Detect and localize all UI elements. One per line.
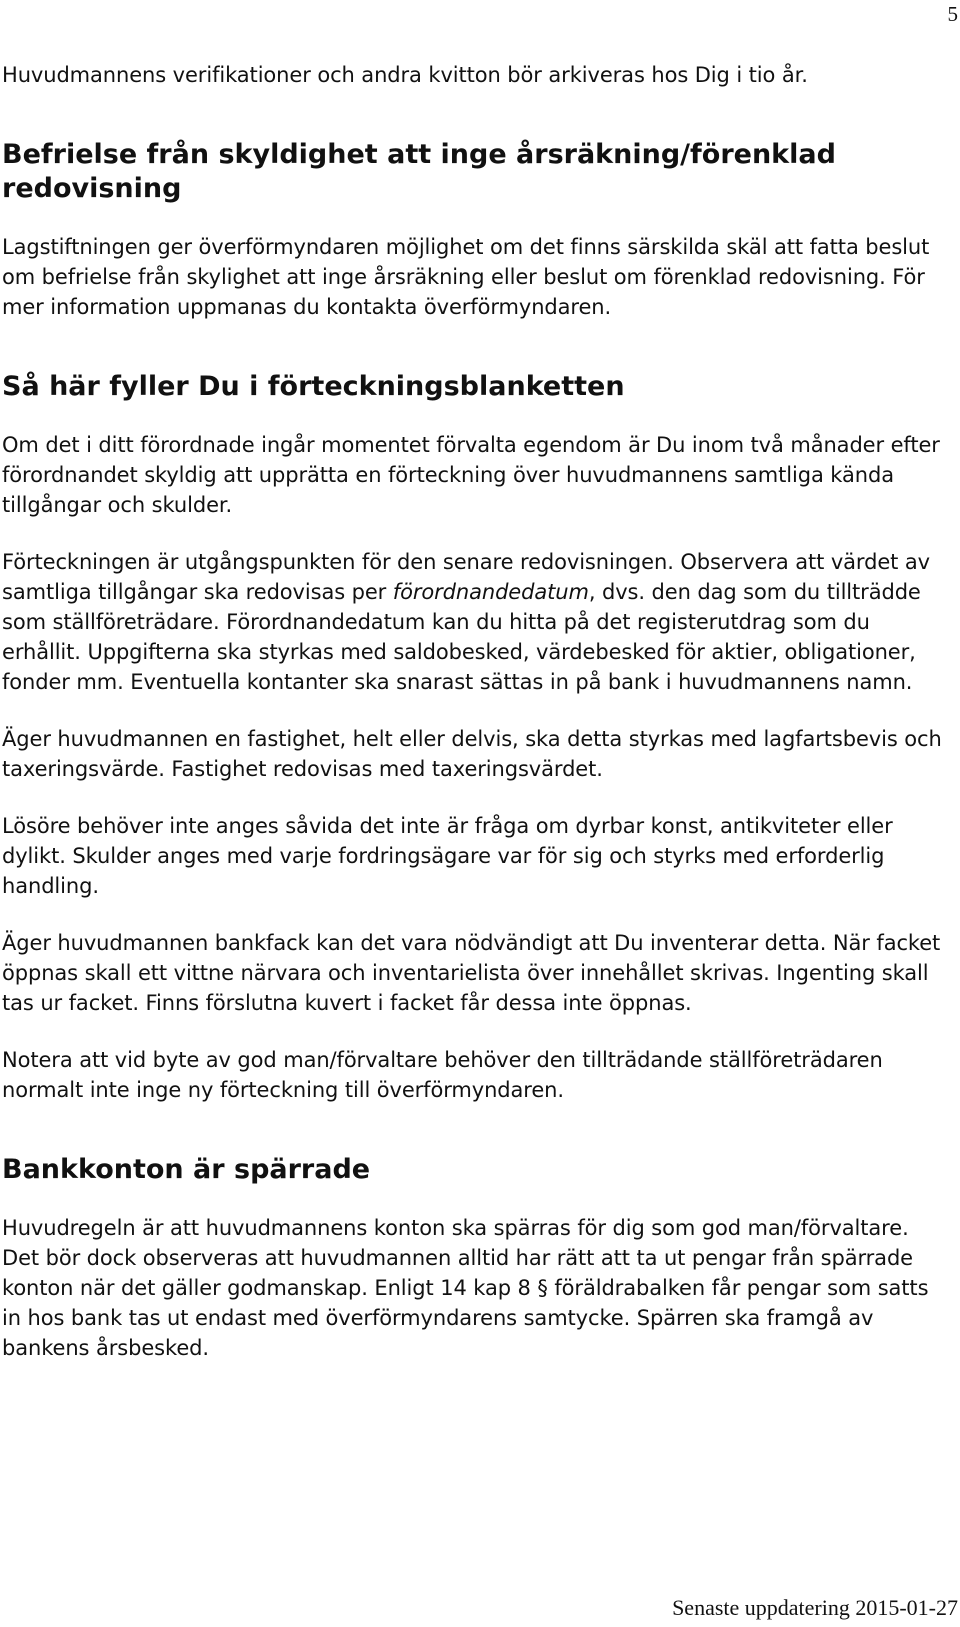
page-number: 5 xyxy=(947,2,958,26)
footer-last-updated: Senaste uppdatering 2015-01-27 xyxy=(672,1595,958,1620)
heading-fill-form: Så här fyller Du i förteckningsblanketten xyxy=(2,371,625,402)
paragraph-exemption: Lagstiftningen ger överförmyndaren möjlighet om det finns särskilda skäl att fatta beslut om befrielse från skylighet att inge årsräkning eller beslut om förenklad redovisning. För mer information uppmanas du kontakta överförmyndaren. xyxy=(2,235,930,319)
paragraph-bank-accounts: Huvudregeln är att huvudmannens konton ska spärras för dig som god man/förvaltare. Det bör dock observeras att huvudmannen alltid har rätt att ta ut pengar från spärrade konton när det gäller godmanskap. Enligt 14 kap 8 § föräldrabalken får pengar som satts in hos bank tas ut endast med överförmyndarens samtycke. Spärren ska framgå av bankens årsbesked. xyxy=(2,1216,929,1360)
paragraph-fill-2-after: , dvs. den dag som du tillträdde som ställföreträdare. Förordnandedatum kan du hitta på det registerutdrag som du erhållit. Uppgifterna ska styrkas med saldobesked, värdebesked för aktier, obligationer, fonder mm. Eventuella kontanter ska snarast sättas in på bank i huvudmannens namn. xyxy=(2,580,921,694)
document-body xyxy=(2,60,952,1390)
paragraph-fill-3: Äger huvudmannen en fastighet, helt eller delvis, ska detta styrkas med lagfartsbevis och taxeringsvärde. Fastighet redovisas med taxeringsvärdet. xyxy=(2,727,942,781)
paragraph-fill-1: Om det i ditt förordnade ingår momentet förvalta egendom är Du inom två månader efter förordnandet skyldig att upprätta en förteckning över huvudmannens samtliga kända tillgångar och skulder. xyxy=(2,433,940,517)
paragraph-fill-4: Lösöre behöver inte anges såvida det inte är fråga om dyrbar konst, antikviteter eller dylikt. Skulder anges med varje fordringsägare var för sig och styrks med erforderlig handling. xyxy=(2,814,893,898)
intro-paragraph: Huvudmannens verifikationer och andra kvitton bör arkiveras hos Dig i tio år. xyxy=(2,63,808,87)
paragraph-fill-5: Äger huvudmannen bankfack kan det vara nödvändigt att Du inventerar detta. När facket öppnas skall ett vittne närvara och inventarielista över innehållet skrivas. Ingenting skall tas ur facket. Finns förslutna kuvert i facket får dessa inte öppnas. xyxy=(2,931,941,1015)
paragraph-fill-6: Notera att vid byte av god man/förvaltare behöver den tillträdande ställföreträdaren normalt inte inge ny förteckning till överförmyndaren. xyxy=(2,1048,883,1102)
paragraph-fill-2-emphasis: förordnandedatum xyxy=(392,580,589,604)
heading-bank-accounts: Bankkonton är spärrade xyxy=(2,1154,371,1185)
heading-exemption: Befrielse från skyldighet att inge årsräkning/förenklad redovisning xyxy=(2,139,836,204)
paragraph-fill-2 xyxy=(2,547,952,697)
paragraph-fill-2-before: Förteckningen är utgångspunkten för den senare redovisningen. Observera att värdet av samtliga tillgångar ska redovisas per xyxy=(2,550,930,604)
